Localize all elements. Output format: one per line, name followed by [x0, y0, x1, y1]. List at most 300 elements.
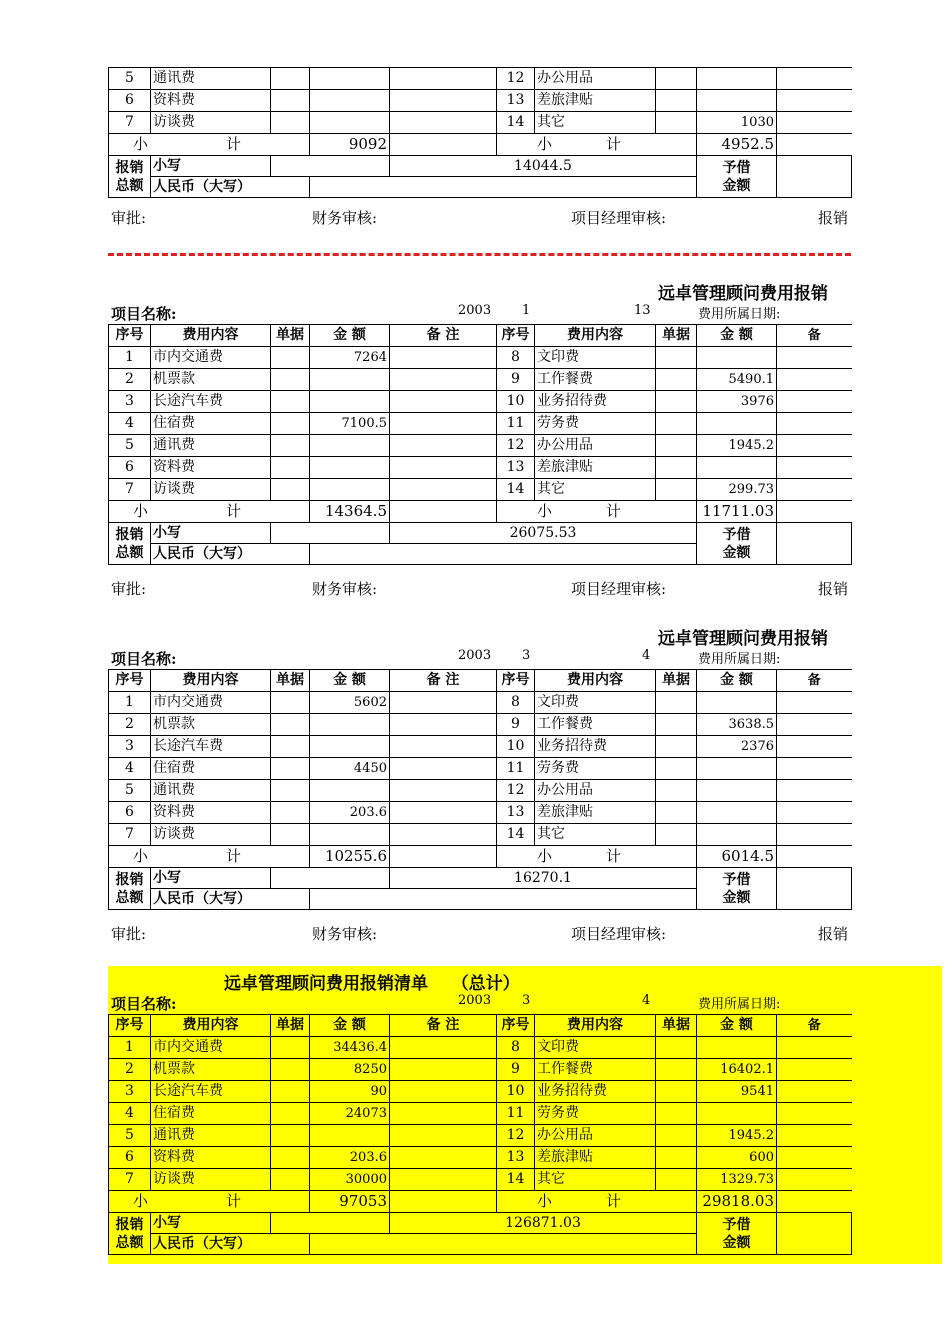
amount [310, 435, 390, 457]
subtotal-label: 小 计 [109, 501, 310, 523]
signature-line [108, 578, 851, 598]
col-seq: 序号 [497, 1015, 535, 1037]
left-subtotal: 97053 [310, 1191, 390, 1213]
amount: 16402.1 [697, 1059, 777, 1081]
row-number: 10 [497, 1081, 535, 1103]
doc-count [271, 369, 310, 391]
remark [390, 736, 497, 758]
doc-count [656, 1125, 697, 1147]
remark [390, 413, 497, 435]
row-number: 4 [109, 758, 151, 780]
doc-count [271, 802, 310, 824]
remark [777, 1081, 852, 1103]
doc-count [656, 413, 697, 435]
row-number: 14 [497, 479, 535, 501]
form-title: 远卓管理顾问费用报销 [658, 284, 828, 304]
expense-item: 资料费 [151, 1147, 271, 1169]
doc-count [271, 435, 310, 457]
expense-form-partial [108, 67, 851, 227]
doc-count [656, 1103, 697, 1125]
doc-count [271, 824, 310, 846]
doc-count [271, 1147, 310, 1169]
amount: 34436.4 [310, 1037, 390, 1059]
doc-count [271, 413, 310, 435]
amount: 2376 [697, 736, 777, 758]
expense-item: 劳务费 [535, 758, 656, 780]
doc-count [656, 692, 697, 714]
col-remark: 备 注 [390, 325, 497, 347]
left-subtotal: 9092 [310, 134, 390, 156]
claimant-label: 报销 [818, 580, 849, 598]
expense-item: 工作餐费 [535, 1059, 656, 1081]
amount [310, 780, 390, 802]
col-remark: 备 [777, 670, 852, 692]
total-amount: 14044.5 [390, 156, 697, 177]
subtotal-label: 小 计 [497, 1191, 697, 1213]
amount [697, 90, 777, 112]
remark [390, 90, 497, 112]
amount: 203.6 [310, 802, 390, 824]
amount [310, 1125, 390, 1147]
amount [697, 802, 777, 824]
col-seq: 序号 [109, 1015, 151, 1037]
row-number: 14 [497, 824, 535, 846]
rmb-uppercase-label: 人民币（大写） [151, 177, 310, 198]
amount [310, 457, 390, 479]
col-remark: 备 注 [390, 670, 497, 692]
approve-label: 审批: [111, 580, 147, 598]
year: 2003 [458, 648, 492, 663]
expense-item: 业务招待费 [535, 1081, 656, 1103]
row-number: 4 [109, 1103, 151, 1125]
row-number: 11 [497, 758, 535, 780]
expense-table [108, 67, 852, 198]
advance-label: 予借 金额 [697, 156, 777, 198]
expense-item: 住宿费 [151, 758, 271, 780]
finance-review-label: 财务审核: [312, 580, 378, 598]
subtotal-label: 小 计 [109, 134, 310, 156]
amount: 3976 [697, 391, 777, 413]
doc-count [656, 347, 697, 369]
advance-amount [777, 868, 852, 910]
row-number: 5 [109, 780, 151, 802]
total-row [109, 868, 852, 889]
expense-item: 市内交通费 [151, 692, 271, 714]
col-doc: 单据 [656, 325, 697, 347]
rmb-uppercase-value [310, 177, 697, 198]
row-number: 2 [109, 1059, 151, 1081]
expense-item: 其它 [535, 824, 656, 846]
row-number: 13 [497, 802, 535, 824]
expense-item: 工作餐费 [535, 369, 656, 391]
doc-count [656, 1059, 697, 1081]
amount [310, 112, 390, 134]
project-name-label: 项目名称: [111, 995, 177, 1013]
doc-count [271, 479, 310, 501]
row-number: 8 [497, 1037, 535, 1059]
amount: 7264 [310, 347, 390, 369]
left-subtotal: 10255.6 [310, 846, 390, 868]
row-number: 9 [497, 369, 535, 391]
expense-table [108, 669, 852, 910]
amount [697, 692, 777, 714]
row-number: 12 [497, 780, 535, 802]
remark [390, 714, 497, 736]
remark [777, 501, 852, 523]
col-item: 费用内容 [151, 1015, 271, 1037]
doc-count [656, 780, 697, 802]
expense-item: 办公用品 [535, 68, 656, 90]
row-number: 6 [109, 90, 151, 112]
col-doc: 单据 [656, 670, 697, 692]
row-number: 8 [497, 692, 535, 714]
amount: 30000 [310, 1169, 390, 1191]
table-row [109, 1125, 852, 1147]
remark [777, 1037, 852, 1059]
row-number: 8 [497, 347, 535, 369]
col-item: 费用内容 [151, 670, 271, 692]
expense-item: 访谈费 [151, 1169, 271, 1191]
amount [697, 1037, 777, 1059]
col-doc: 单据 [271, 1015, 310, 1037]
amount [310, 90, 390, 112]
row-number: 7 [109, 824, 151, 846]
expense-table [108, 324, 852, 565]
row-number: 3 [109, 1081, 151, 1103]
row-number: 6 [109, 1147, 151, 1169]
cell [271, 523, 390, 544]
col-seq: 序号 [109, 325, 151, 347]
remark [777, 90, 852, 112]
table-row [109, 1081, 852, 1103]
remark [390, 435, 497, 457]
remark [390, 1169, 497, 1191]
lowercase-label: 小写 [151, 156, 271, 177]
amount: 24073 [310, 1103, 390, 1125]
remark [777, 68, 852, 90]
remark [390, 68, 497, 90]
rmb-uppercase-label: 人民币（大写） [151, 889, 310, 910]
expense-item: 差旅津贴 [535, 457, 656, 479]
remark [777, 1059, 852, 1081]
expense-item: 机票款 [151, 1059, 271, 1081]
expense-item: 文印费 [535, 347, 656, 369]
subtotal-row [109, 501, 852, 523]
col-seq: 序号 [497, 670, 535, 692]
amount: 4450 [310, 758, 390, 780]
subtotal-label: 小 计 [109, 846, 310, 868]
row-number: 6 [109, 457, 151, 479]
expense-item: 资料费 [151, 457, 271, 479]
expense-date-label: 费用所属日期: [698, 307, 781, 322]
cell [271, 868, 390, 889]
expense-item: 差旅津贴 [535, 802, 656, 824]
expense-item: 其它 [535, 112, 656, 134]
expense-item: 资料费 [151, 90, 271, 112]
right-subtotal: 29818.03 [697, 1191, 777, 1213]
doc-count [656, 736, 697, 758]
expense-item: 长途汽车费 [151, 736, 271, 758]
table-row [109, 780, 852, 802]
total-label: 报销 总额 [109, 868, 151, 910]
table-row [109, 391, 852, 413]
remark [390, 479, 497, 501]
col-seq: 序号 [497, 325, 535, 347]
subtotal-row [109, 134, 852, 156]
doc-count [656, 479, 697, 501]
row-number: 13 [497, 457, 535, 479]
amount [310, 736, 390, 758]
doc-count [271, 1081, 310, 1103]
summary-title: 远卓管理顾问费用报销清单 （总计） [224, 974, 520, 994]
expense-item: 劳务费 [535, 1103, 656, 1125]
signature-line [108, 207, 851, 227]
remark [777, 435, 852, 457]
remark [390, 457, 497, 479]
remark [777, 134, 852, 156]
col-doc: 单据 [271, 670, 310, 692]
expense-item: 访谈费 [151, 824, 271, 846]
month: 3 [522, 993, 531, 1008]
col-item: 费用内容 [151, 325, 271, 347]
right-subtotal: 11711.03 [697, 501, 777, 523]
doc-count [656, 369, 697, 391]
amount [697, 780, 777, 802]
amount [310, 824, 390, 846]
doc-count [656, 1169, 697, 1191]
table-row [109, 714, 852, 736]
advance-label: 予借 金额 [697, 1213, 777, 1255]
amount: 9541 [697, 1081, 777, 1103]
doc-count [656, 112, 697, 134]
pm-review-label: 项目经理审核: [571, 925, 667, 943]
right-subtotal: 6014.5 [697, 846, 777, 868]
row-number: 2 [109, 714, 151, 736]
advance-label: 予借 金额 [697, 868, 777, 910]
summary-table [108, 1014, 852, 1255]
expense-item: 住宿费 [151, 1103, 271, 1125]
expense-item: 住宿费 [151, 413, 271, 435]
remark [390, 692, 497, 714]
doc-count [271, 1059, 310, 1081]
doc-count [656, 68, 697, 90]
left-subtotal: 14364.5 [310, 501, 390, 523]
subtotal-row [109, 846, 852, 868]
row-number: 12 [497, 435, 535, 457]
doc-count [656, 1081, 697, 1103]
row-number: 7 [109, 112, 151, 134]
year: 2003 [458, 993, 492, 1008]
total-row [109, 1213, 852, 1234]
amount: 5602 [310, 692, 390, 714]
doc-count [271, 347, 310, 369]
amount: 3638.5 [697, 714, 777, 736]
remark [777, 692, 852, 714]
expense-date-label: 费用所属日期: [698, 997, 781, 1012]
table-row [109, 413, 852, 435]
remark [390, 758, 497, 780]
doc-count [271, 68, 310, 90]
total-amount: 16270.1 [390, 868, 697, 889]
table-row [109, 90, 852, 112]
day: 13 [634, 303, 651, 318]
month: 3 [522, 648, 531, 663]
table-row [109, 1037, 852, 1059]
amount: 8250 [310, 1059, 390, 1081]
lowercase-label: 小写 [151, 868, 271, 889]
cell [271, 1213, 390, 1234]
expense-item: 办公用品 [535, 435, 656, 457]
col-item: 费用内容 [535, 325, 656, 347]
remark [777, 347, 852, 369]
doc-count [271, 1169, 310, 1191]
amount: 1329.73 [697, 1169, 777, 1191]
row-number: 11 [497, 413, 535, 435]
day: 4 [642, 993, 651, 1008]
advance-label: 予借 金额 [697, 523, 777, 565]
remark [390, 1191, 497, 1213]
form-meta [108, 303, 851, 323]
expense-item: 文印费 [535, 692, 656, 714]
remark [777, 1103, 852, 1125]
rmb-uppercase-label: 人民币（大写） [151, 1234, 310, 1255]
row-number: 14 [497, 112, 535, 134]
doc-count [271, 1125, 310, 1147]
table-row [109, 1059, 852, 1081]
total-amount: 26075.53 [390, 523, 697, 544]
amount: 600 [697, 1147, 777, 1169]
row-number: 5 [109, 1125, 151, 1147]
expense-item: 长途汽车费 [151, 391, 271, 413]
remark [777, 1191, 852, 1213]
expense-item: 办公用品 [535, 1125, 656, 1147]
row-number: 13 [497, 90, 535, 112]
amount [697, 413, 777, 435]
table-row [109, 1103, 852, 1125]
remark [777, 780, 852, 802]
table-row [109, 1147, 852, 1169]
row-number: 1 [109, 347, 151, 369]
project-name-label: 项目名称: [111, 305, 177, 323]
doc-count [271, 758, 310, 780]
amount [697, 347, 777, 369]
project-name-label: 项目名称: [111, 650, 177, 668]
remark [390, 824, 497, 846]
amount [310, 714, 390, 736]
subtotal-label: 小 计 [497, 134, 697, 156]
remark [390, 846, 497, 868]
doc-count [656, 714, 697, 736]
doc-count [271, 714, 310, 736]
expense-item: 资料费 [151, 802, 271, 824]
claimant-label: 报销 [818, 209, 849, 227]
header-row [109, 1015, 852, 1037]
col-item: 费用内容 [535, 1015, 656, 1037]
row-number: 5 [109, 435, 151, 457]
amount [697, 824, 777, 846]
remark [777, 714, 852, 736]
remark [777, 391, 852, 413]
doc-count [271, 1037, 310, 1059]
expense-item: 差旅津贴 [535, 90, 656, 112]
col-remark: 备 注 [390, 1015, 497, 1037]
expense-item: 通讯费 [151, 68, 271, 90]
day: 4 [642, 648, 651, 663]
doc-count [271, 692, 310, 714]
doc-count [271, 90, 310, 112]
col-amount: 金 额 [697, 1015, 777, 1037]
expense-item: 机票款 [151, 714, 271, 736]
row-number: 3 [109, 391, 151, 413]
doc-count [656, 758, 697, 780]
table-row [109, 68, 852, 90]
col-remark: 备 [777, 325, 852, 347]
amount: 7100.5 [310, 413, 390, 435]
amount [697, 457, 777, 479]
lowercase-label: 小写 [151, 1213, 271, 1234]
year: 2003 [458, 303, 492, 318]
expense-item: 市内交通费 [151, 347, 271, 369]
expense-item: 其它 [535, 479, 656, 501]
row-number: 5 [109, 68, 151, 90]
doc-count [656, 457, 697, 479]
remark [777, 758, 852, 780]
rmb-uppercase-value [310, 544, 697, 565]
pm-review-label: 项目经理审核: [571, 580, 667, 598]
row-number: 7 [109, 479, 151, 501]
col-amount: 金 额 [310, 1015, 390, 1037]
col-doc: 单据 [271, 325, 310, 347]
row-number: 12 [497, 1125, 535, 1147]
row-number: 3 [109, 736, 151, 758]
remark [390, 1103, 497, 1125]
expense-item: 机票款 [151, 369, 271, 391]
col-amount: 金 额 [697, 325, 777, 347]
expense-item: 业务招待费 [535, 391, 656, 413]
remark [777, 413, 852, 435]
rmb-uppercase-value [310, 889, 697, 910]
expense-item: 劳务费 [535, 413, 656, 435]
lowercase-label: 小写 [151, 523, 271, 544]
doc-count [656, 1147, 697, 1169]
amount: 1030 [697, 112, 777, 134]
remark [777, 112, 852, 134]
approve-label: 审批: [111, 209, 147, 227]
signature-line [108, 923, 851, 943]
advance-amount [777, 523, 852, 565]
doc-count [656, 824, 697, 846]
remark [390, 1081, 497, 1103]
advance-amount [777, 156, 852, 198]
remark [390, 134, 497, 156]
amount: 5490.1 [697, 369, 777, 391]
total-label: 报销 总额 [109, 156, 151, 198]
header-row [109, 325, 852, 347]
rmb-uppercase-value [310, 1234, 697, 1255]
row-number: 10 [497, 736, 535, 758]
expense-item: 办公用品 [535, 780, 656, 802]
subtotal-label: 小 计 [497, 501, 697, 523]
claimant-label: 报销 [818, 925, 849, 943]
remark [777, 1125, 852, 1147]
total-row [109, 523, 852, 544]
expense-item: 访谈费 [151, 112, 271, 134]
expense-item: 通讯费 [151, 780, 271, 802]
doc-count [271, 457, 310, 479]
remark [390, 347, 497, 369]
row-number: 4 [109, 413, 151, 435]
table-row [109, 692, 852, 714]
